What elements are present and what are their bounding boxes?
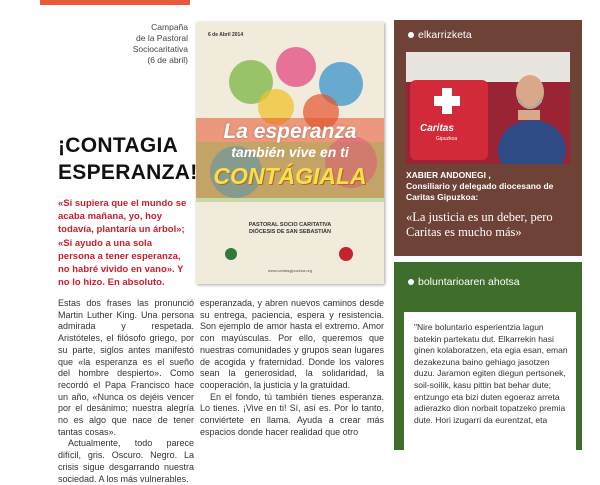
- interview-quote: «La justicia es un deber, pero Caritas es mucho más»: [406, 210, 553, 239]
- campaign-poster: [196, 22, 384, 284]
- photo-illustration: [406, 52, 570, 164]
- volunteer-box: [394, 262, 582, 450]
- poster-org: [196, 222, 384, 236]
- caption-line: Sociocaritativa: [132, 44, 188, 54]
- article-paragraph: Estas dos frases las pronunció Martin Luther King. Una persona admirada y respetada. Aristóteles, el filósofo griego, por su parte, siglos antes manifestó que «la esperanza es el sueño del hombre despierto». Como recordó el Papa Francisco hace un año, «Nunca os dejéis vencer por el desánimo; nuestra alegría no es algo que nace de tener tantas cosas».: [58, 298, 194, 437]
- interview-section-header: [408, 29, 472, 41]
- poster-title-1: La esperanza: [223, 120, 357, 143]
- volunteer-text: "Nire boluntario esperientzia lagun batekin partekatu dut. Elkarrekin hasi ginen kolaboratzen, eta egia esan, eman dezakezuna baino gehiago jasotzen duzu. Jaramon egiten diegun pertsonek, soil-soilik, kasu pittin bat behar dute; entzungo eta bizi duten egoeraz arreta adierazko dion norbait topatzeko premia dute. Hori izugarri da eurentzat, eta: [414, 322, 568, 425]
- caption-line: (6 de abril): [147, 55, 188, 65]
- interviewee-role: Consiliario y delegado diocesano de Caritas Gipuzkoa:: [406, 181, 554, 202]
- volunteer-card: [404, 312, 576, 452]
- interview-photo: [406, 52, 570, 164]
- headline-line: ¡CONTAGIA: [58, 134, 179, 157]
- poster-date: 6 de Abril 2014: [208, 32, 244, 38]
- article-column-1: [58, 298, 194, 485]
- article-paragraph: Actualmente, todo parece difícil, gris. Oscuro. Negro. La crisis sigue desgarrando nuestra sociedad. A los más vulnerables.: [58, 438, 194, 484]
- poster-title-2: también vive en ti: [231, 144, 349, 160]
- caritas-logo-sub: Gipuzkoa: [436, 136, 458, 142]
- poster-org-line: PASTORAL SOCIO CARITATIVA: [248, 222, 332, 228]
- interview-box: [394, 20, 582, 256]
- poster-caption: [100, 22, 188, 66]
- article-paragraph: En el fondo, tú también tienes esperanza. Lo tienes. ¡Vive en ti! Sí, así es. Por lo tanto, conviértete en llama. Ayuda a crear más espacios donde hacer realidad que otro: [200, 391, 384, 437]
- headline-line: ESPERANZA!: [58, 161, 198, 184]
- poster-blob: [276, 47, 316, 87]
- caritas-logo-text: Caritas: [420, 123, 454, 134]
- bullet-icon: [408, 279, 414, 285]
- caption-line: Campaña: [151, 22, 188, 32]
- top-accent-bar: [40, 0, 190, 5]
- bullet-icon: [408, 32, 414, 38]
- poster-org-line: DIÓCESIS DE SAN SEBASTIÁN: [249, 229, 331, 235]
- poster-footer: www.caritasgipuzkoa.org: [267, 268, 313, 273]
- volunteer-section-title: boluntarioaren ahotsa: [418, 276, 520, 288]
- article-paragraph: esperanzada, y abren nuevos caminos desde su entrega, paciencia, espera y resistencia. Son ejemplo de amor hasta el extremo. Amor con mayúsculas. Por ello, queremos que nuestras comunidades y grupos sean lugares de acogida y fraternidad. Donde los valores sean la generosidad, la solidaridad, la cooperación, la justicia y la gratuidad.: [200, 298, 384, 390]
- poster-logo: [339, 247, 353, 261]
- article-column-2: [200, 298, 384, 438]
- interview-section-title: elkarrizketa: [418, 29, 472, 41]
- article-lede: «Si supiera que el mundo se acaba mañana, yo, hoy todavía, plantaría un árbol»; «Si ayudo a una sola persona a tener esperanza, no habré vivido en vano». Y no lo hizo. En absoluto.: [58, 198, 187, 289]
- caption-line: de la Pastoral: [136, 33, 188, 43]
- volunteer-section-header: [408, 276, 520, 288]
- interviewee-name: XABIER ANDONEGI ,: [406, 170, 491, 180]
- poster-logo: [225, 248, 237, 260]
- poster-title-3: CONTÁGIALA: [213, 163, 367, 189]
- article-headline: [58, 132, 198, 186]
